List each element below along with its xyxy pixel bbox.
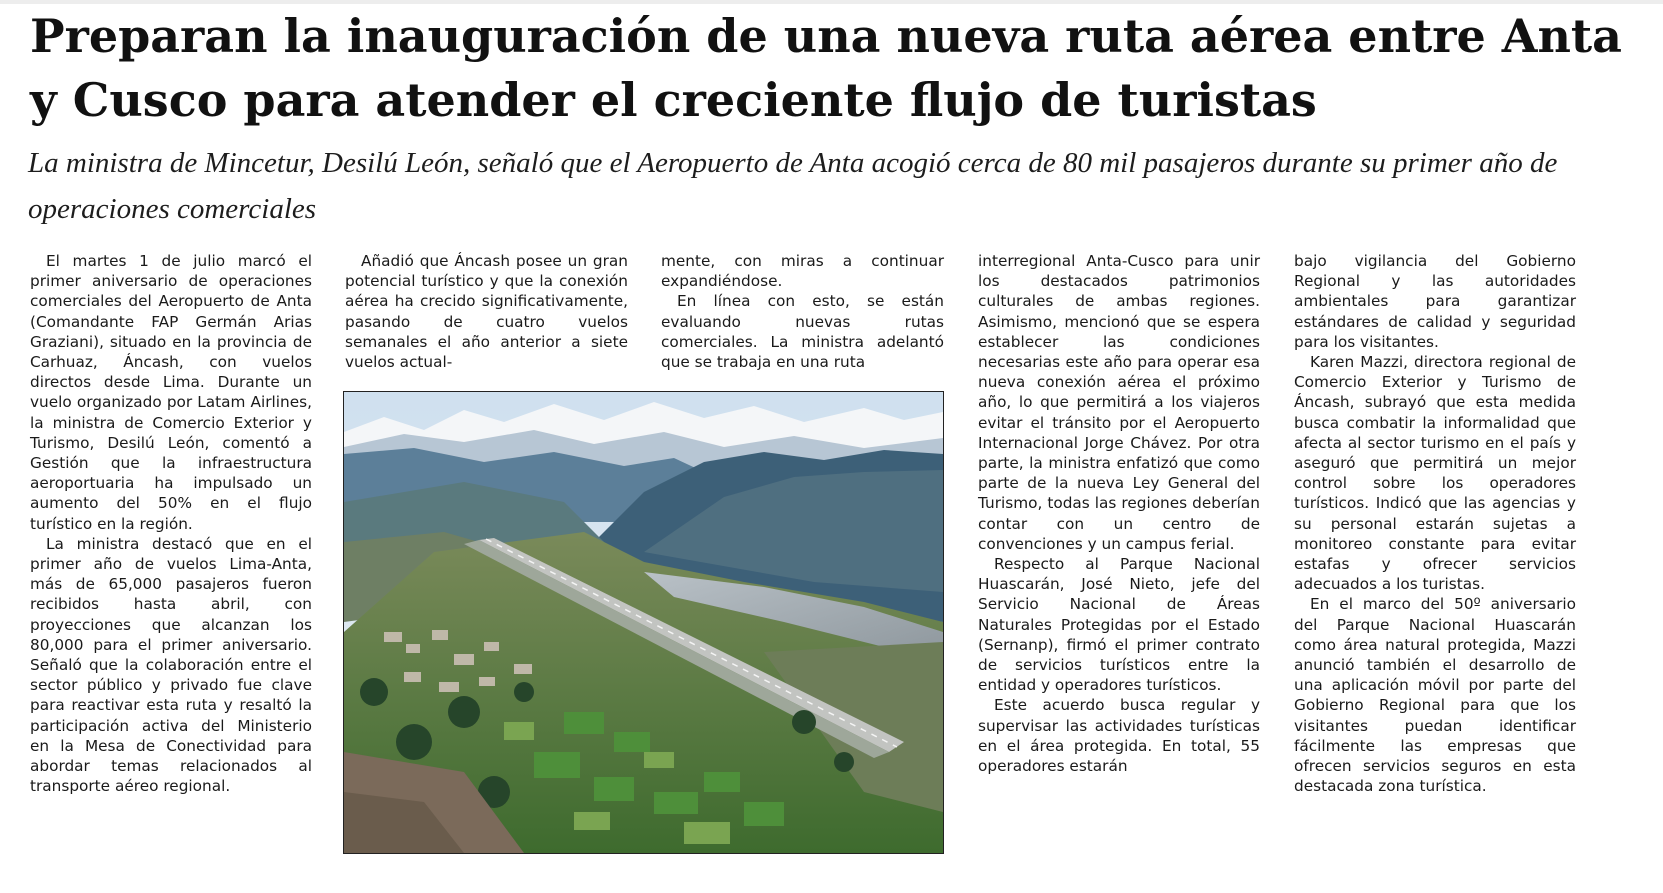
aerial-airport-photo — [343, 391, 944, 854]
paragraph: interregional Anta-Cusco para unir los destacados patrimonios culturales de ambas regiones. Asimismo, mencionó que se espera establecer las condiciones necesarias este año para operar esa nueva conexión aérea el próximo año, lo que permitirá a los viajeros evitar el tránsito por el Aeropuerto Internacional Jorge Chávez. Por otra parte, la ministra enfatizó que como parte de la nueva Ley General del Turismo, todas las regiones deberían contar con un centro de convenciones y un campus ferial. — [978, 252, 1260, 553]
paragraph: Respecto al Parque Nacional Huascarán, José Nieto, jefe del Servicio Nacional de Áreas Naturales Protegidas por el Estado (Sernanp), firmó el primer contrato de servicios turísticos entre la entidad y operadores turísticos. — [978, 555, 1260, 695]
column-3 — [661, 251, 944, 372]
aerial-photo-illustration — [344, 392, 943, 853]
column-2 — [345, 251, 628, 372]
paragraph: Añadió que Áncash posee un gran potencial turístico y que la conexión aérea ha crecido significativamente, pasando de cuatro vuelos semanales el año anterior a siete vuelos actual- — [345, 252, 628, 372]
paragraph: En el marco del 50º aniversario del Parque Nacional Huascarán como área natural protegida, Mazzi anunció también el desarrollo de una aplicación móvil por parte del Gobierno Regional para que los visitantes puedan identificar fácilmente las empresas que ofrecen servicios seguros en esta destacada zona turística. — [1294, 595, 1576, 796]
paragraph: bajo vigilancia del Gobierno Regional y las autoridades ambientales para garantizar estándares de calidad y seguridad para los visitantes. — [1294, 252, 1576, 351]
paragraph: Este acuerdo busca regular y supervisar las actividades turísticas en el área protegida. En total, 55 operadores estarán — [978, 696, 1260, 776]
article-subtitle: La ministra de Mincetur, Desilú León, señaló que el Aeropuerto de Anta acogió cerca de 80 mil pasajeros durante su primer año de operaciones comerciales — [28, 147, 1558, 225]
paragraph: Karen Mazzi, directora regional de Comercio Exterior y Turismo de Áncash, subrayó que esta medida busca combatir la informalidad que afecta al sector turismo en el país y aseguró que permitirá un mejor control sobre los operadores turísticos. Indicó que las agencias y su personal estarán sujetas a monitoreo constante para evitar estafas y ofrecer servicios adecuados a los turistas. — [1294, 353, 1576, 594]
column-1 — [30, 251, 312, 796]
article-headline: Preparan la inauguración de una nueva ruta aérea entre Anta y Cusco para atender el creciente flujo de turistas — [30, 9, 1622, 127]
paragraph: El martes 1 de julio marcó el primer aniversario de operaciones comerciales del Aeropuerto de Anta (Comandante FAP Germán Arias Graziani), situado en la provincia de Carhuaz, Áncash, con vuelos directos desde Lima. Durante un vuelo organizado por Latam Airlines, la ministra de Comercio Exterior y Turismo, Desilú León, comentó a Gestión que la infraestructura aeroportuaria ha impulsado un aumento del 50% en el flujo turístico en la región. — [30, 252, 312, 533]
paragraph: La ministra destacó que en el primer año de vuelos Lima-Anta, más de 65,000 pasajeros fueron recibidos hasta abril, con proyecciones que alcanzan los 80,000 para el primer aniversario. Señaló que la colaboración entre el sector público y privado fue clave para reactivar esta ruta y resaltó la participación activa del Ministerio en la Mesa de Conectividad para abordar temas relacionados al transporte aéreo regional. — [30, 534, 312, 796]
column-4 — [978, 251, 1260, 776]
paragraph: mente, con miras a continuar expandiéndose. — [661, 252, 944, 291]
paragraph: En línea con esto, se están evaluando nuevas rutas comerciales. La ministra adelantó que se trabaja en una ruta — [661, 292, 944, 372]
column-5 — [1294, 251, 1576, 796]
